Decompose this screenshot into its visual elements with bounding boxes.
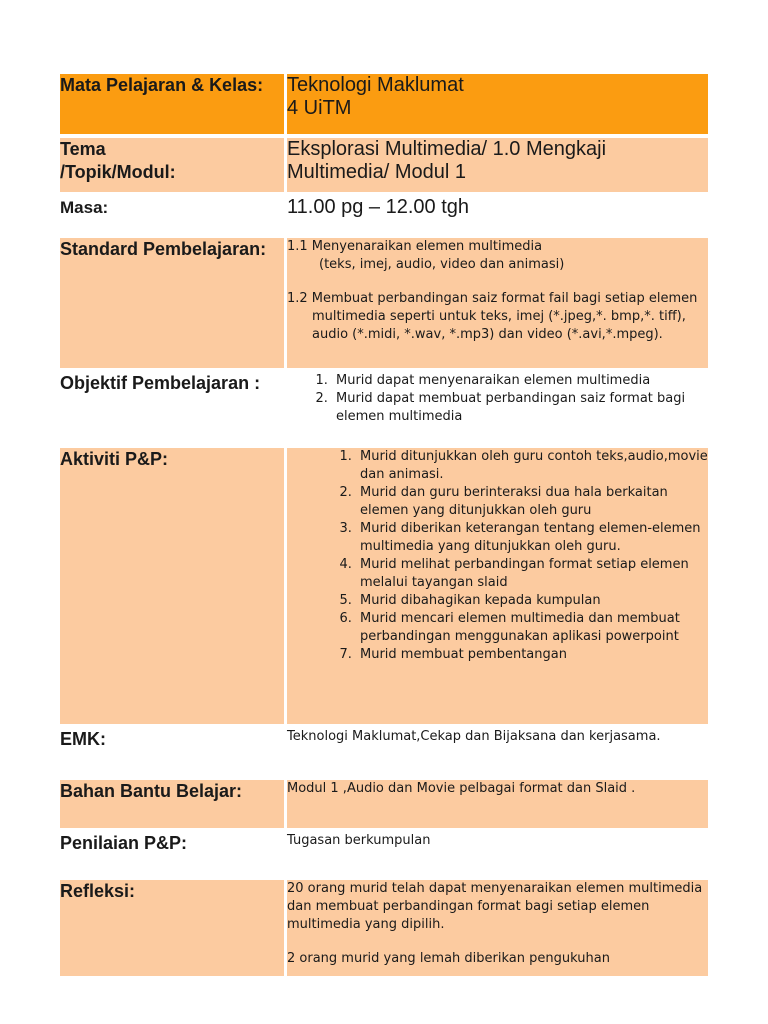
materials-value: Modul 1 ,Audio dan Movie pelbagai format dan Slaid . bbox=[287, 780, 708, 828]
subject-value bbox=[287, 74, 708, 134]
standard-item-1-line2: (teks, imej, audio, video dan animasi) bbox=[319, 257, 565, 272]
activity-item: 6. Murid mencari elemen multimedia dan membuat perbandingan menggunakan aplikasi powerpoint bbox=[356, 610, 708, 646]
row-reflection bbox=[60, 880, 708, 976]
objective-label: Objektif Pembelajaran : bbox=[60, 372, 287, 444]
emk-label: EMK: bbox=[60, 728, 287, 776]
theme-label-line1: Tema bbox=[60, 139, 106, 159]
row-activity bbox=[60, 448, 708, 724]
row-theme bbox=[60, 138, 708, 192]
activity-label: Aktiviti P&P: bbox=[60, 448, 287, 724]
activity-item: 3. Murid diberikan keterangan tentang elemen-elemen multimedia yang ditunjukkan oleh guru. bbox=[356, 520, 708, 556]
reflection-label: Refleksi: bbox=[60, 880, 287, 976]
row-assessment bbox=[60, 832, 708, 876]
emk-value: Teknologi Maklumat,Cekap dan Bijaksana dan kerjasama. bbox=[287, 728, 708, 776]
objective-item: 2. Murid dapat membuat perbandingan saiz format bagi elemen multimedia bbox=[332, 390, 708, 426]
standard-label: Standard Pembelajaran: bbox=[60, 238, 287, 368]
standard-item-1-line1: 1.1 Menyenaraikan elemen multimedia bbox=[287, 239, 543, 254]
reflection-para-1: 20 orang murid telah dapat menyenaraikan elemen multimedia dan membuat perbandingan format bagi setiap elemen multimedia yang dipilih. bbox=[287, 881, 703, 932]
time-value: 11.00 pg – 12.00 tgh bbox=[287, 196, 708, 234]
subject-value-line2: 4 UiTM bbox=[287, 97, 352, 119]
activity-item: 4. Murid melihat perbandingan format setiap elemen melalui tayangan slaid bbox=[356, 556, 708, 592]
activity-list bbox=[287, 448, 708, 664]
row-objective bbox=[60, 372, 708, 444]
objective-item: 1. Murid dapat menyenaraikan elemen multimedia bbox=[332, 372, 708, 390]
theme-value: Eksplorasi Multimedia/ 1.0 Mengkaji Multimedia/ Modul 1 bbox=[287, 138, 708, 192]
row-time bbox=[60, 196, 708, 234]
assessment-value: Tugasan berkumpulan bbox=[287, 832, 708, 876]
activity-value bbox=[287, 448, 708, 724]
theme-label bbox=[60, 138, 287, 192]
row-subject bbox=[60, 74, 708, 134]
reflection-value bbox=[287, 880, 708, 976]
theme-label-line2: /Topik/Modul: bbox=[60, 162, 176, 182]
objective-list bbox=[287, 372, 708, 426]
row-emk bbox=[60, 728, 708, 776]
subject-label: Mata Pelajaran & Kelas: bbox=[60, 74, 287, 134]
row-standard bbox=[60, 238, 708, 368]
activity-item: 7. Murid membuat pembentangan bbox=[356, 646, 708, 664]
subject-value-line1: Teknologi Maklumat bbox=[287, 74, 464, 96]
lesson-plan-table bbox=[60, 70, 708, 980]
row-materials bbox=[60, 780, 708, 828]
standard-value bbox=[287, 238, 708, 368]
assessment-label: Penilaian P&P: bbox=[60, 832, 287, 876]
standard-item-2: 1.2 Membuat perbandingan saiz format fail bagi setiap elemen multimedia seperti untuk teks, imej (*.jpeg,*. bmp,*. tiff), audio (*.midi, *.wav, *.mp3) dan video (*.avi,*.mpeg). bbox=[287, 291, 698, 342]
activity-item: 5. Murid dibahagikan kepada kumpulan bbox=[356, 592, 708, 610]
activity-item: 2. Murid dan guru berinteraksi dua hala berkaitan elemen yang ditunjukkan oleh guru bbox=[356, 484, 708, 520]
activity-item: 1. Murid ditunjukkan oleh guru contoh teks,audio,movie dan animasi. bbox=[356, 448, 708, 484]
time-label: Masa: bbox=[60, 196, 287, 234]
materials-label: Bahan Bantu Belajar: bbox=[60, 780, 287, 828]
objective-value bbox=[287, 372, 708, 444]
reflection-para-2: 2 orang murid yang lemah diberikan pengukuhan bbox=[287, 951, 610, 966]
